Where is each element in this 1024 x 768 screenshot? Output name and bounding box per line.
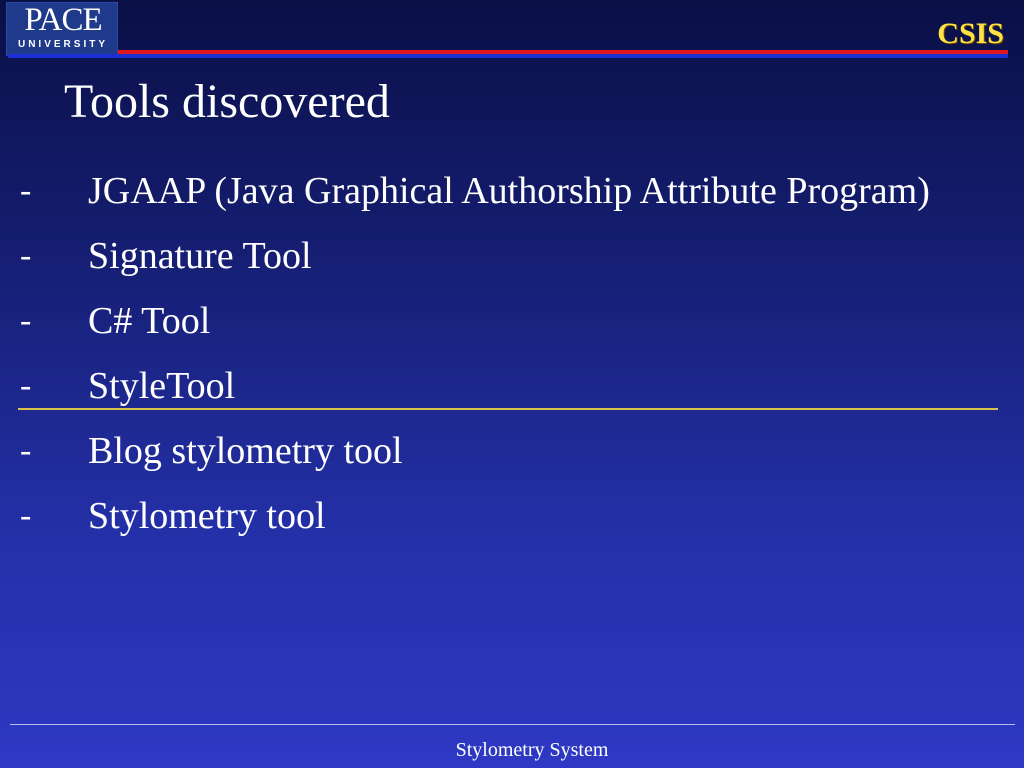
bullet-item-styletool bbox=[0, 359, 948, 413]
footer-rule bbox=[10, 724, 1015, 725]
bullet-item-stylometry-tool bbox=[0, 489, 948, 543]
bullet-text: StyleTool bbox=[88, 365, 236, 407]
department-label: CSIS bbox=[937, 17, 1004, 50]
bullet-marker: - bbox=[20, 432, 32, 469]
bullet-text: Stylometry tool bbox=[88, 495, 326, 537]
logo-wordmark: PACE bbox=[24, 2, 102, 38]
bullet-text: Blog stylometry tool bbox=[88, 430, 403, 472]
separator-line bbox=[18, 408, 998, 410]
bullet-text: JGAAP (Java Graphical Authorship Attribute Program) bbox=[88, 170, 930, 212]
slide-title: Tools discovered bbox=[64, 75, 390, 128]
bullet-item-signature-tool bbox=[0, 229, 948, 283]
bullet-item-blog-stylometry-tool bbox=[0, 424, 948, 478]
bullet-marker: - bbox=[20, 172, 32, 209]
bullet-marker: - bbox=[20, 367, 32, 404]
pace-university-logo bbox=[6, 2, 118, 56]
bullet-item-csharp-tool bbox=[0, 294, 948, 348]
bullet-marker: - bbox=[20, 302, 32, 339]
bullet-text: C# Tool bbox=[88, 300, 211, 342]
logo-subtitle: UNIVERSITY bbox=[17, 39, 108, 50]
footer-text: Stylometry System bbox=[455, 739, 609, 761]
bullet-item-jgaap bbox=[0, 164, 948, 218]
bullet-marker: - bbox=[20, 497, 32, 534]
bullet-text: Signature Tool bbox=[88, 235, 312, 277]
bullet-marker: - bbox=[20, 237, 32, 274]
bullet-list bbox=[0, 164, 1024, 554]
header-blue-rule bbox=[8, 54, 1008, 58]
